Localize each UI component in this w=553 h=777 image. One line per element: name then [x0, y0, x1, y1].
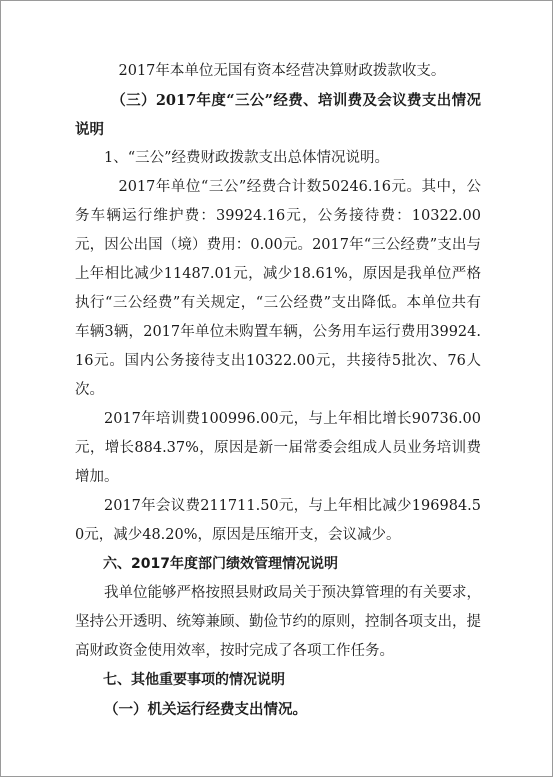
heading-performance-management: 六、2017年度部门绩效管理情况说明: [103, 556, 338, 572]
heading-three-public-expenses: （三）2017年度“三公”经费、培训费及会议费支出情况说明: [75, 92, 481, 138]
subheading-operating-expenses: （一）机关运行经费支出情况。: [104, 701, 307, 718]
paragraph-training-fees: 2017年培训费100996.00元，与上年相比增长90736.00元，增长884.37%，原因是新一届常委会组成人员业务培训费增加。: [75, 411, 481, 485]
document-body: [75, 57, 481, 724]
heading-other-matters: 七、其他重要事项的情况说明: [103, 672, 285, 688]
subheading-three-public-overview: 1、“三公”经费财政拨款支出总体情况说明。: [104, 150, 390, 166]
paragraph-performance-management: 我单位能够严格按照县财政局关于预决算管理的有关要求，坚持公开透明、统筹兼顾、勤俭节约的原则，控制各项支出，提高财政资金使用效率，按时完成了各项工作任务。: [75, 585, 481, 659]
paragraph-meeting-fees: 2017年会议费211711.50元，与上年相比减少196984.50元，减少48.20%，原因是压缩开支，会议减少。: [75, 498, 481, 543]
paragraph-three-public-expenses: 2017年单位“三公”经费合计数50246.16元。其中，公务车辆运行维护费：39924.16元，公务接待费：10322.00元，因公出国（境）费用：0.00元。2017年“三公经费”支出与上年相比减少11487.01元，减少18.61%，原因是我单位严格执行“三公经费”有关规定，“三公经费”支出降低。本单位共有车辆3辆，2017年单位未购置车辆，公务用车运行费用39924.16元。国内公务接待支出10322.00元，共接待5批次、76人次。: [75, 179, 481, 398]
paragraph-state-capital: 2017年本单位无国有资本经营决算财政拨款收支。: [118, 63, 446, 79]
